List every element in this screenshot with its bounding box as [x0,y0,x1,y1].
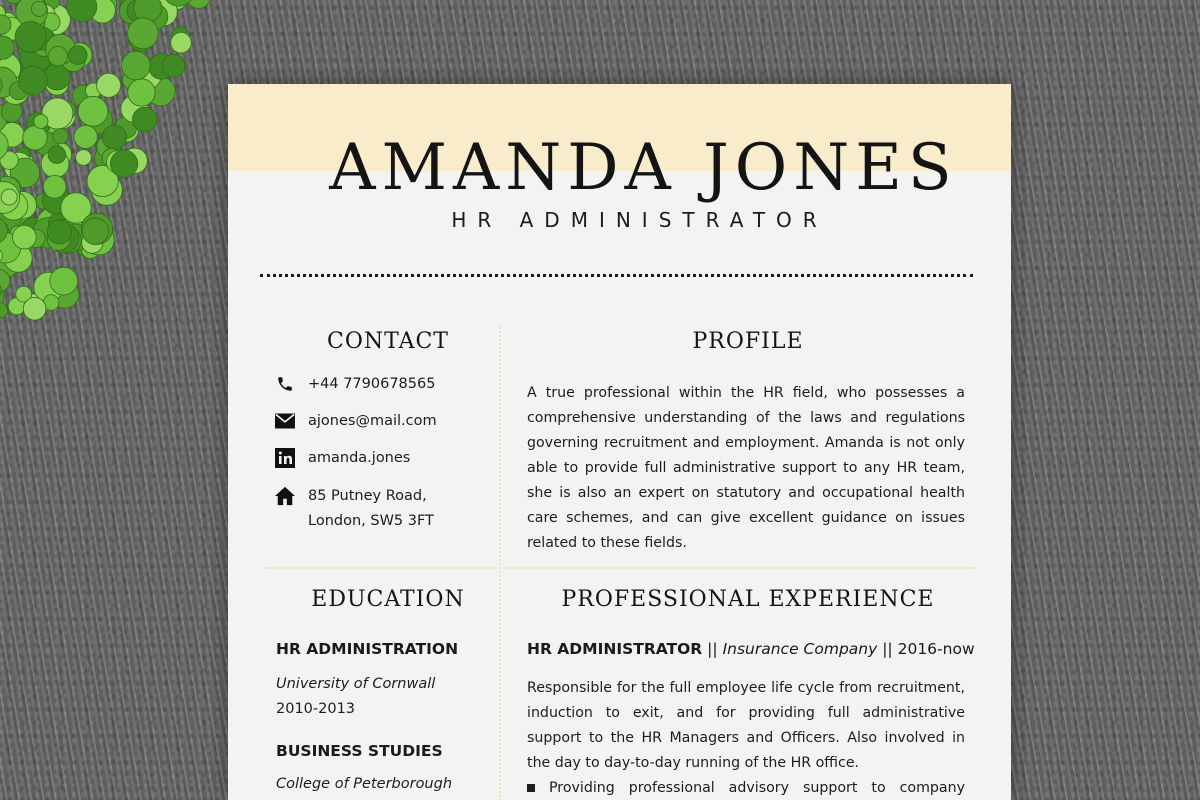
experience-title: PROFESSIONAL EXPERIENCE [561,587,935,612]
contact-address [274,484,478,534]
header-divider [260,274,973,277]
home-icon [274,485,296,507]
linkedin-icon [274,447,296,469]
contact-linkedin [274,446,478,471]
mail-icon [274,410,296,432]
bullet-icon [527,784,535,792]
profile-title: PROFILE [692,329,804,354]
job-company: Insurance Company [722,640,878,658]
education-years: 2010-2013 [276,701,356,717]
section-divider [264,567,976,569]
contact-address-text: 85 Putney Road, London, SW5 3FT [308,488,434,529]
education-institution: University of Cornwall [276,676,436,692]
education-institution: College of Peterborough [276,776,453,792]
phone-icon [274,373,296,395]
contact-phone [274,372,478,397]
job-period: 2016-now [897,640,975,658]
job-heading [527,640,975,658]
contact-phone-text: +44 7790678565 [308,376,436,392]
candidate-name: AMANDA JONES [329,131,958,205]
job-separator: || [702,640,723,658]
contact-email [274,409,478,434]
job-position: HR ADMINISTRATOR [527,640,703,658]
profile-text: A true professional within the HR field, who possesses a comprehensive understanding of the laws and regulations governing recruitment and employment. Amanda is not only able to provide full administrative support to any HR team, she is also an expert on statutory and occupational health care schemes, and can give excellent guidance on issues related to these fields. [527,385,965,551]
job-separator: || [877,640,898,658]
column-divider [499,324,501,800]
job-bullet-text: Providing professional advisory support to company [549,780,965,796]
contact-title: CONTACT [327,329,449,354]
contact-email-text: ajones@mail.com [308,413,437,429]
education-title: EDUCATION [311,587,465,612]
contact-linkedin-text: amanda.jones [308,450,411,466]
resume-page [228,84,1011,800]
education-degree: HR ADMINISTRATION [276,640,459,658]
education-degree: BUSINESS STUDIES [276,742,443,760]
candidate-role: HR ADMINISTRATOR [451,208,828,232]
job-description: Responsible for the full employee life cycle from recruitment, induction to exit, and for providing full administrative support to the HR Managers and Officers. Also involved in the day to day-to-day running of the HR office. [527,680,965,771]
job-bullet [527,776,965,800]
plant-decoration [0,0,220,340]
